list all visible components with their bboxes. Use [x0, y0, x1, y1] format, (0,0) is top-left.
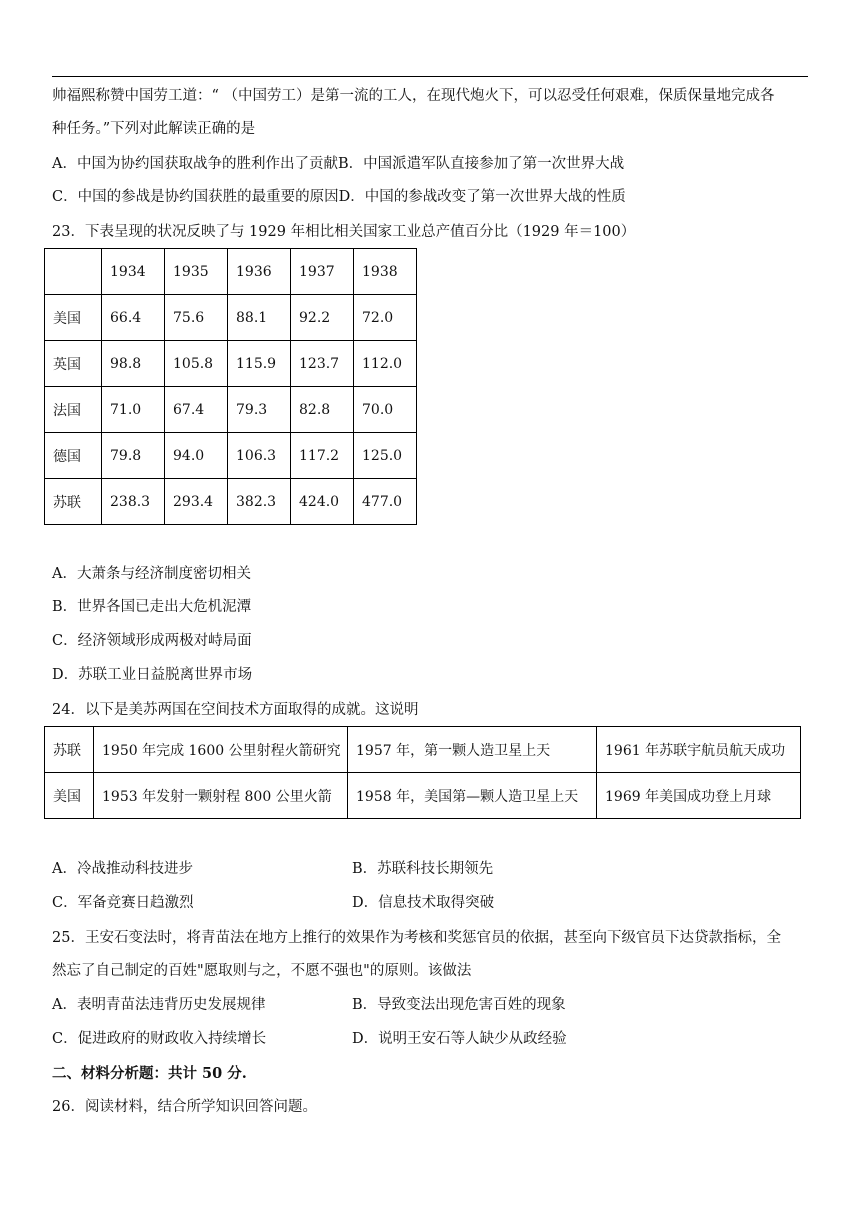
table-cell: 88.1	[228, 295, 291, 341]
question-25-text-line2: 然忘了自己制定的百姓"愿取则与之，不愿不强也"的原则。该做法	[52, 963, 472, 979]
table-cell: 67.4	[165, 387, 228, 433]
question-22-options-row1	[52, 154, 624, 174]
table-cell: 382.3	[228, 479, 291, 525]
table-cell: 1958 年，美国第—颗人造卫星上天	[348, 773, 597, 819]
table-cell: 英国	[45, 341, 102, 387]
table-row	[45, 773, 801, 819]
question-24-stem: 24．以下是美苏两国在空间技术方面取得的成就。这说明	[52, 702, 419, 718]
question-23-option-c[interactable]: C．经济领域形成两极对峙局面	[52, 633, 252, 649]
table-row	[45, 727, 801, 773]
space-achievements-table	[44, 726, 801, 819]
question-22-option-a[interactable]: A．中国为协约国获取战争的胜利作出了贡献	[52, 156, 338, 172]
question-25-text-line1: 25．王安石变法时，将青苗法在地方上推行的效果作为考核和奖惩官员的依据，甚至向下级官员下达贷款指标，全	[52, 930, 781, 946]
question-23-option-d[interactable]: D．苏联工业日益脱离世界市场	[52, 667, 253, 683]
table-cell: 424.0	[291, 479, 354, 525]
table-cell: 1969 年美国成功登上月球	[597, 773, 801, 819]
table-cell: 112.0	[354, 341, 417, 387]
question-24-option-d[interactable]: D．信息技术取得突破	[352, 895, 495, 911]
table-cell: 75.6	[165, 295, 228, 341]
table-cell: 115.9	[228, 341, 291, 387]
table-cell: 1950 年完成 1600 公里射程火箭研究	[94, 727, 348, 773]
question-23-option-b[interactable]: B．世界各国已走出大危机泥潭	[52, 599, 252, 615]
table-cell: 125.0	[354, 433, 417, 479]
table-cell: 105.8	[165, 341, 228, 387]
table-cell: 苏联	[45, 727, 94, 773]
table-cell: 71.0	[102, 387, 165, 433]
question-22-text-line2: 种任务。”下列对此解读正确的是	[52, 121, 256, 137]
table-row	[45, 295, 417, 341]
header-rule	[52, 76, 808, 77]
question-25-option-b[interactable]: B．导致变法出现危害百姓的现象	[352, 997, 566, 1013]
table-cell: 123.7	[291, 341, 354, 387]
table-row	[45, 479, 417, 525]
table-cell: 477.0	[354, 479, 417, 525]
question-24-option-b[interactable]: B．苏联科技长期领先	[352, 861, 494, 877]
question-23-stem: 23．下表呈现的状况反映了与 1929 年相比相关国家工业总产值百分比（1929 年＝100）	[52, 224, 636, 240]
table-cell: 72.0	[354, 295, 417, 341]
table-cell: 98.8	[102, 341, 165, 387]
question-25-option-c[interactable]: C．促进政府的财政收入持续增长	[52, 1031, 267, 1047]
table-cell: 293.4	[165, 479, 228, 525]
question-22-options-row2	[52, 187, 626, 207]
question-23-option-a[interactable]: A．大萧条与经济制度密切相关	[52, 566, 251, 582]
question-22-option-c[interactable]: C．中国的参战是协约国获胜的最重要的原因	[52, 189, 339, 205]
table-cell: 70.0	[354, 387, 417, 433]
question-24-option-c[interactable]: C．军备竞赛日趋激烈	[52, 895, 194, 911]
table-row	[45, 387, 417, 433]
question-26-stem: 26．阅读材料，结合所学知识回答问题。	[52, 1099, 317, 1115]
table-header-cell: 1937	[291, 249, 354, 295]
section-2-title: 二、材料分析题：共计 50 分.	[52, 1065, 247, 1082]
table-header-cell: 1936	[228, 249, 291, 295]
table-row	[45, 433, 417, 479]
table-cell: 106.3	[228, 433, 291, 479]
question-22-option-d[interactable]: D．中国的参战改变了第一次世界大战的性质	[338, 189, 626, 205]
table-cell: 79.8	[102, 433, 165, 479]
table-row	[45, 341, 417, 387]
table-header-row	[45, 249, 417, 295]
table-cell: 美国	[45, 295, 102, 341]
table-cell: 德国	[45, 433, 102, 479]
table-cell: 238.3	[102, 479, 165, 525]
table-cell: 1961 年苏联宇航员航天成功	[597, 727, 801, 773]
question-22-text-line1: 帅福熙称赞中国劳工道：“ （中国劳工）是第一流的工人，在现代炮火下，可以忍受任何艰难，保质保量地完成各	[52, 88, 775, 104]
question-22-option-b[interactable]: B．中国派遣军队直接参加了第一次世界大战	[337, 156, 625, 172]
table-header-cell	[45, 249, 102, 295]
table-cell: 美国	[45, 773, 94, 819]
question-24-option-a[interactable]: A．冷战推动科技进步	[52, 861, 193, 877]
table-header-cell: 1938	[354, 249, 417, 295]
industrial-output-table	[44, 248, 417, 525]
table-header-cell: 1934	[102, 249, 165, 295]
table-cell: 苏联	[45, 479, 102, 525]
table-header-cell: 1935	[165, 249, 228, 295]
table-cell: 法国	[45, 387, 102, 433]
table-cell: 66.4	[102, 295, 165, 341]
question-25-option-a[interactable]: A．表明青苗法违背历史发展规律	[52, 997, 266, 1013]
table-cell: 1957 年，第一颗人造卫星上天	[348, 727, 597, 773]
table-cell: 82.8	[291, 387, 354, 433]
table-cell: 1953 年发射一颗射程 800 公里火箭	[94, 773, 348, 819]
table-cell: 92.2	[291, 295, 354, 341]
table-cell: 117.2	[291, 433, 354, 479]
table-cell: 79.3	[228, 387, 291, 433]
question-25-option-d[interactable]: D．说明王安石等人缺少从政经验	[352, 1031, 567, 1047]
table-cell: 94.0	[165, 433, 228, 479]
